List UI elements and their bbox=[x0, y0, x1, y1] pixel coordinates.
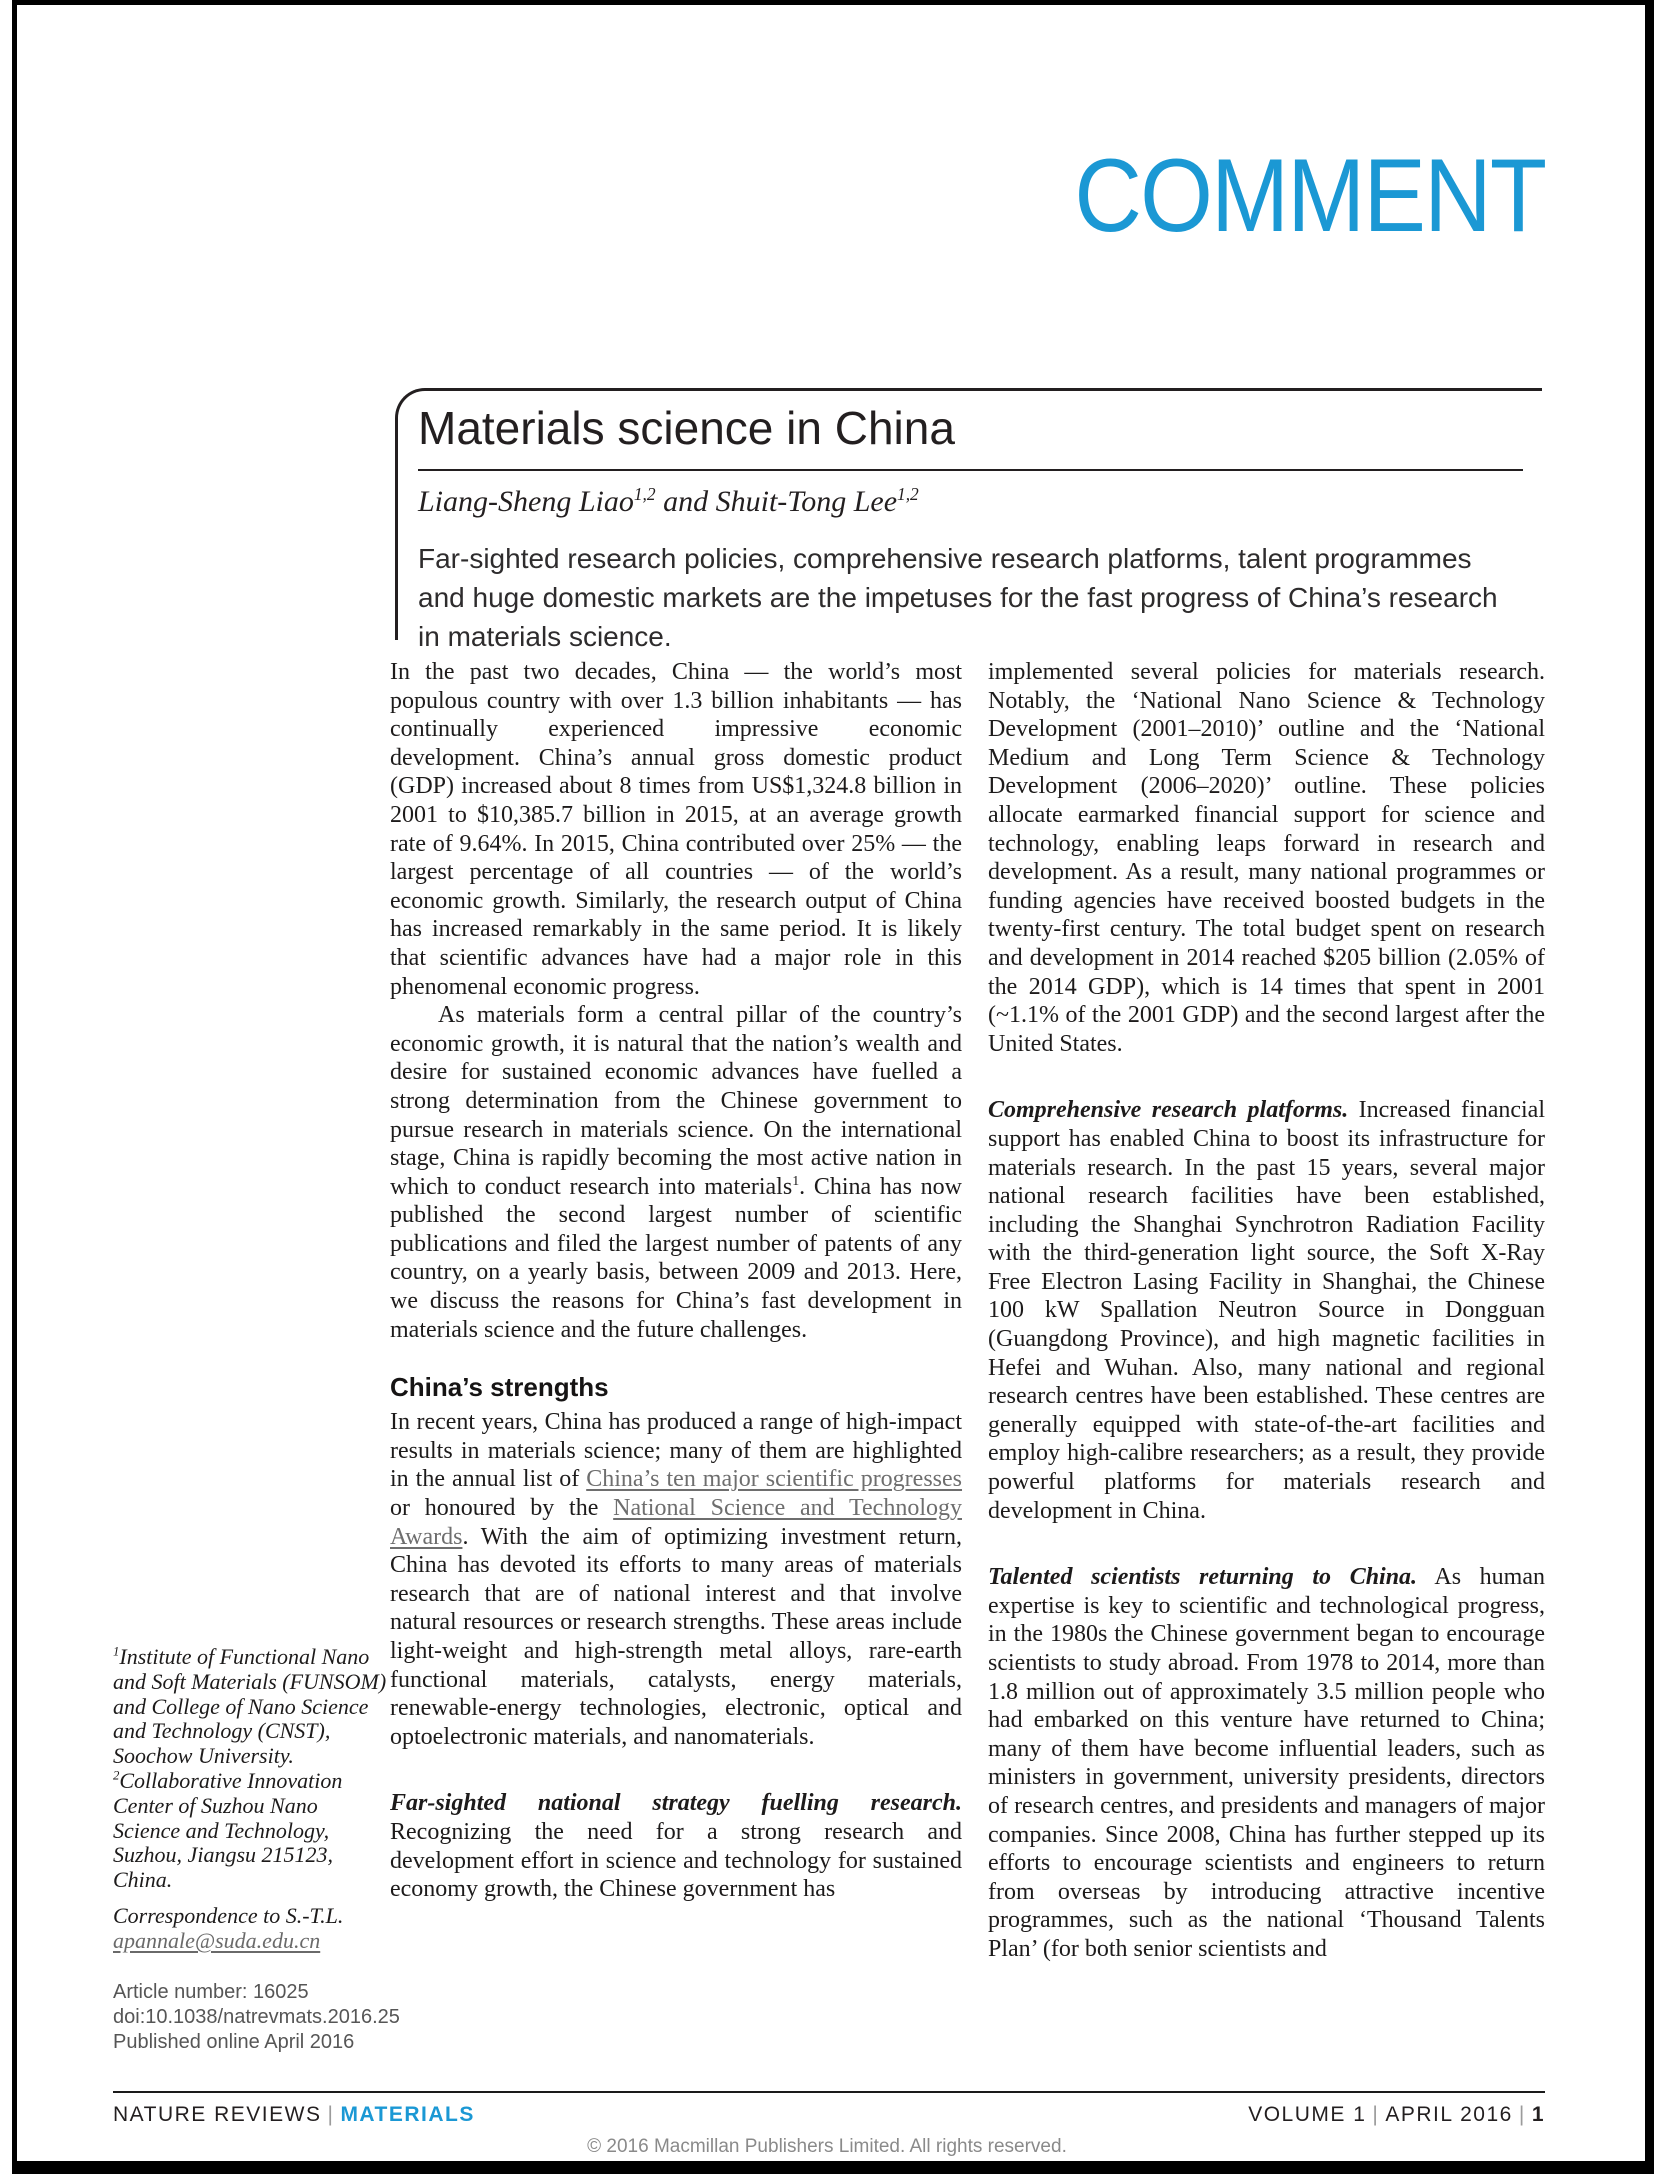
footer-issue-info bbox=[1248, 2103, 1545, 2127]
volume-label: VOLUME 1 bbox=[1248, 2103, 1367, 2126]
affiliation bbox=[113, 1769, 389, 1893]
footer-rule bbox=[113, 2091, 1545, 2093]
issue-date: APRIL 2016 bbox=[1385, 2103, 1513, 2126]
text-run: 1,2 bbox=[897, 484, 919, 504]
text-run: or honoured by the bbox=[390, 1495, 614, 1522]
article-info bbox=[113, 1980, 400, 2055]
footer-separator: | bbox=[327, 2103, 335, 2126]
copyright-notice: © 2016 Macmillan Publishers Limited. All rights reserved. bbox=[587, 2136, 1067, 2157]
article-number: Article number: 16025 bbox=[113, 1980, 309, 2003]
text-run: Recognizing the need for a strong research and development effort in science and technology for sustained economy growth, the Chinese government has bbox=[390, 1818, 962, 1903]
sidebar-affiliations bbox=[113, 1644, 400, 2055]
text-run: . With the aim of optimizing investment return, China has devoted its efforts to many areas of materials research that are of national interest and that involve natural resources or research strengths. These areas include light-weight and high-strength metal alloys, rare-earth functional materials, catalysts, energy materials, renewable-energy technologies, electronic, optical and optoelectronic materials, and nanomaterials. bbox=[390, 1523, 962, 1750]
section-kicker: COMMENT bbox=[1074, 138, 1545, 254]
paragraph bbox=[390, 1789, 962, 1903]
text-run: In recent years, China has produced a range of high-impact results in materials science; many of them are highlighted in the annual list of bbox=[390, 1409, 962, 1493]
text-run: Comprehensive research platforms. bbox=[988, 1097, 1349, 1124]
text-run: Institute of Functional Nano and Soft Materials (FUNSOM) and College of Nano Science and Technology (CNST), Soochow University. bbox=[113, 1644, 387, 1769]
inline-link[interactable]: China’s ten major scientific progresses bbox=[586, 1466, 963, 1493]
title-rule bbox=[418, 469, 1523, 471]
affiliation bbox=[113, 1645, 389, 1769]
published-online: Published online April 2016 bbox=[113, 2030, 355, 2053]
paragraph bbox=[988, 658, 1545, 1058]
text-run: As human expertise is key to scientific and technological progress, in the 1980s the Chinese government began to encourage scientists to study abroad. From 1978 to 2014, more than 1.8 million out of approximately 3.5 million people who had embarked on this venture have returned to China; many of them have become influential leaders, such as ministers in government, university presidents, directors of research centres, and presidents and managers of major companies. Since 2008, China has further stepped up its efforts to encourage scientists and engineers to return from overseas by introducing attractive incentive programmes, such as the national ‘Thousand Talents Plan’ (for both senior scientists and bbox=[988, 1564, 1545, 1962]
text-run: implemented several policies for materials research. Notably, the ‘National Nano Science & Technology Development (2001–2010)’ outline and the ‘National Medium and Long Term Science & Technology Development (2006–2020)’ outline. These policies allocate earmarked financial support for science and technology, enabling leaps forward in research and development. As a result, many national programmes or funding agencies have received boosted budgets in the twenty-first century. The total budget spent on research and development in 2014 reached $205 billion (2.05% of the 2014 GDP), which is 14 times that spent in 2001 (~1.1% of the 2001 GDP) and the second largest after the United States. bbox=[988, 659, 1545, 1057]
text-run: 1,2 bbox=[633, 484, 656, 504]
text-run: Talented scientists returning to China. bbox=[988, 1564, 1418, 1591]
journal-brand: MATERIALS bbox=[340, 2103, 475, 2126]
text-run: Increased financial support has enabled China to boost its infrastructure for materials research. In the past 15 years, several major national research facilities have been established, including the Shanghai Synchrotron Radiation Facility with the third-generation light source, the Soft X-Ray Free Electron Lasing Facility in Shanghai, the Chinese 100 kW Spallation Neutron Source in Dongguan (Guangdong Province), and high magnetic facilities in Hefei and Wuhan. Also, many national and regional research centres have been established. These centres are generally equipped with state-of-the-art facilities and employ high-calibre researchers; as a result, they provide powerful platforms for materials research and development in China. bbox=[988, 1097, 1545, 1524]
text-run: 1 bbox=[113, 1644, 120, 1659]
paragraph bbox=[988, 1096, 1545, 1525]
paragraph bbox=[390, 658, 962, 1001]
text-run: and Shuit-Tong Lee bbox=[655, 485, 898, 518]
body-column-right bbox=[988, 658, 1545, 1964]
authors-line bbox=[418, 485, 1542, 519]
footer-journal-title bbox=[113, 2103, 475, 2127]
paragraph bbox=[988, 1563, 1545, 1963]
text-run: . China has now published the second largest number of scientific publications and filed the largest number of patents of any country, on a yearly basis, between 2009 and 2013. Here, we discuss the reasons for China’s fast development in materials science and the future challenges. bbox=[390, 1173, 962, 1343]
paragraph bbox=[390, 1001, 962, 1344]
paragraph bbox=[390, 1408, 962, 1751]
correspondence-email-link[interactable]: apannale@suda.edu.cn bbox=[113, 1927, 321, 1953]
section-heading: China’s strengths bbox=[390, 1372, 609, 1403]
footer-separator: | bbox=[1518, 2103, 1526, 2126]
text-run: 2 bbox=[113, 1768, 120, 1783]
doi: doi:10.1038/natrevmats.2016.25 bbox=[113, 2005, 400, 2028]
inline-link[interactable]: National Science and Technology Awards bbox=[390, 1495, 962, 1550]
text-run: Far-sighted national strategy fuelling research. bbox=[390, 1790, 962, 1817]
text-run: 1 bbox=[792, 1173, 800, 1189]
standfirst: Far-sighted research policies, comprehensive research platforms, talent programmes and huge domestic markets are the impetuses for the fast progress of China’s research in materials science. bbox=[418, 543, 1498, 652]
text-run: Collaborative Innovation Center of Suzhou Nano Science and Technology, Suzhou, Jiangsu 215123, China. bbox=[113, 1767, 343, 1893]
text-run: In the past two decades, China — the world’s most populous country with over 1.3 billion inhabitants — has continually experienced impressive economic development. China’s annual gross domestic product (GDP) increased about 8 times from US$1,324.8 billion in 2001 to $10,385.7 billion in 2015, at an average growth rate of 9.64%. In 2015, China contributed over 25% — the largest percentage of all countries — of the world’s economic growth. Similarly, the research output of China has increased remarkably in the same period. It is likely that scientific advances have had a major role in this phenomenal economic progress. bbox=[390, 659, 962, 1000]
article-title: Materials science in China bbox=[418, 402, 955, 454]
text-run: Liang-Sheng Liao bbox=[418, 485, 634, 518]
page-number: 1 bbox=[1531, 2103, 1545, 2126]
correspondence-note: Correspondence to S.-T.L. bbox=[113, 1902, 344, 1928]
title-box bbox=[395, 388, 1542, 652]
footer-separator: | bbox=[1372, 2103, 1380, 2126]
journal-name: NATURE REVIEWS bbox=[113, 2103, 322, 2126]
body-column-left bbox=[390, 658, 962, 1904]
text-run: As materials form a central pillar of the country’s economic growth, it is natural that the nation’s wealth and desire for sustained economic advances have fuelled a strong determination from the Chinese government to pursue research in materials science. On the international stage, China is rapidly becoming the most active nation in which to conduct research into materials bbox=[390, 1002, 962, 1200]
